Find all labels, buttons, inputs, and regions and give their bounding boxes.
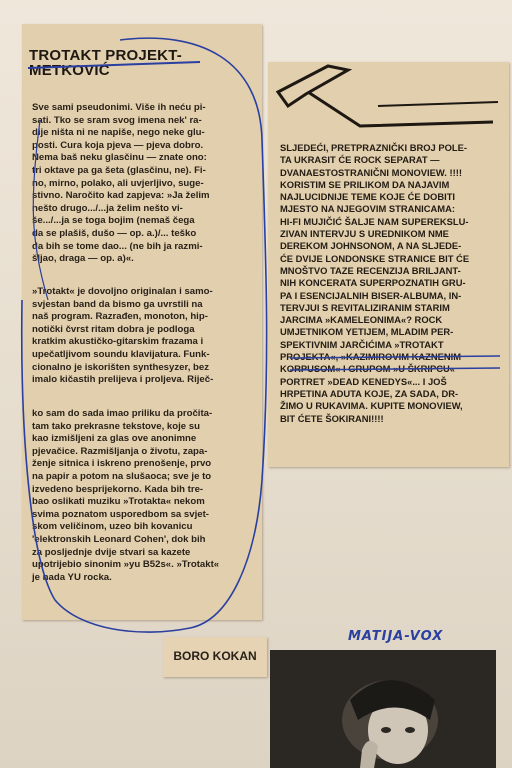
r-logo-icon xyxy=(268,62,509,142)
byline-author: BORO KOKAN xyxy=(173,649,257,663)
newspaper-clipping-announcement xyxy=(268,62,509,467)
byline-clipping xyxy=(163,637,267,677)
newspaper-clipping-review xyxy=(22,24,262,620)
band-photo xyxy=(270,650,496,768)
article-paragraph-2: »Trotakt« je dovoljno originalan i samo- svjestan band da bismo ga uvrstili na naš program. Razrađen, monoton, hip- notički čvrst ritam dobra je podloga kratkim akustičko-gitarskim frazama i upečatljivom soundu klavijatura. Funk- cionalno je iskorišten synthesyzer, bez imalo kičastih prelijeva i proljeva. Riječ- xyxy=(32,286,214,386)
singer-photo-icon xyxy=(270,650,496,768)
article-headline xyxy=(29,48,219,78)
handwritten-note: MATIJA-VOX xyxy=(348,629,444,644)
article-paragraph-3: ko sam do sada imao priliku da pročita- tam tako prekrasne tekstove, koje su kao izmišljeni za glas ove anonimne pjevačice. Razmišljanja o životu, zapa- ženje sitnica i iskreno prenošenje, prvo na papir a potom na slušaoca; sve je to izvedeno besprijekorno. Kada bih tre- bao oslikati muziku »Trotakta« nekom svima poznatom usporedbom sa svjet- skom veličinom, uzeo bih kovanicu 'elektronskih Leonard Cohen', dok bih za posljednje dvije stvari sa kazete upotrijebio sinonim »yu B52s«. »Trotakt« je nada YU rocka. xyxy=(32,408,220,583)
announcement-text: SLJEDEĆI, PRETPRAZNIČKI BROJ POLE- TA UKRASIT ĆE ROCK SEPARAT — DVANAESTOSTRANIČNI MONOVIEW. !!!! KORISTIM SE PRILIKOM DA NAJAVIM NAJLUCIDNIJE TEME KOJE ĆE DOBITI MJESTO NA NJEGOVIM STRANICAMA: HI-FI MUJIČIĆ ŠALJE NAM SUPEREKSLU- ZIVAN INTERVJU S UREDNIKOM NME DEREKOM JOHNSONOM, A NA SLJEDE- ĆE DVIJE LONDONSKE STRANICE BIT ĆE MNOŠTVO TAZE RECENZIJA BRILJANT- NIH KONCERATA SUPERPOZNATIH GRU- PA I ESENCIJALNIH BISER-ALBUMA, IN- TERVJUI S REVITALIZIRANIM STARIM JARCIMA »KAMELEONIMA«? ROCK UMJETNIKOM YETIJEM, MLADIM PER- SPEKTIVNIM JARČIĆIMA »TROTAKT PROJEKTA«, »KAZIMIROVIM KAZNENIM KORPUSOM« I GRUPOM »U ŠKRIPCU« PORTRET »DEAD KENEDYS«... I JOŠ HRPETINA ADUTA KOJE, ZA SADA, DR- ŽIMO U RUKAVIMA. KUPITE MONOVIEW, BIT ĆETE ŠOKIRANI!!!! xyxy=(280,142,470,424)
article-paragraph-1: Sve sami pseudonimi. Više ih neću pi- sati. Tko se sram svog imena nek' ra- dije ništa ni ne napiše, nego neke glu- posti. Cura koja pjeva — pjeva dobro. Nema baš neku glasčinu — znate ono: tri oktave pa ga šeta (glasčinu, ne). Fi- no, mirno, polako, ali uvjerljivo, suge- stivno. Naročito kad zapjeva: »Ja želim nešto drugo.../...ja želim nešto vi- še.../...ja se toga bojim (nemaš čega da se plašiš, dušo — op. a.)/... teško da bih se tome dao... (ne bih ja razmi- šljao, draga — op. a)«. xyxy=(32,102,210,265)
headline-line-1: TROTAKT PROJEKT- xyxy=(29,47,182,64)
headline-line-2: METKOVIĆ xyxy=(29,62,110,79)
